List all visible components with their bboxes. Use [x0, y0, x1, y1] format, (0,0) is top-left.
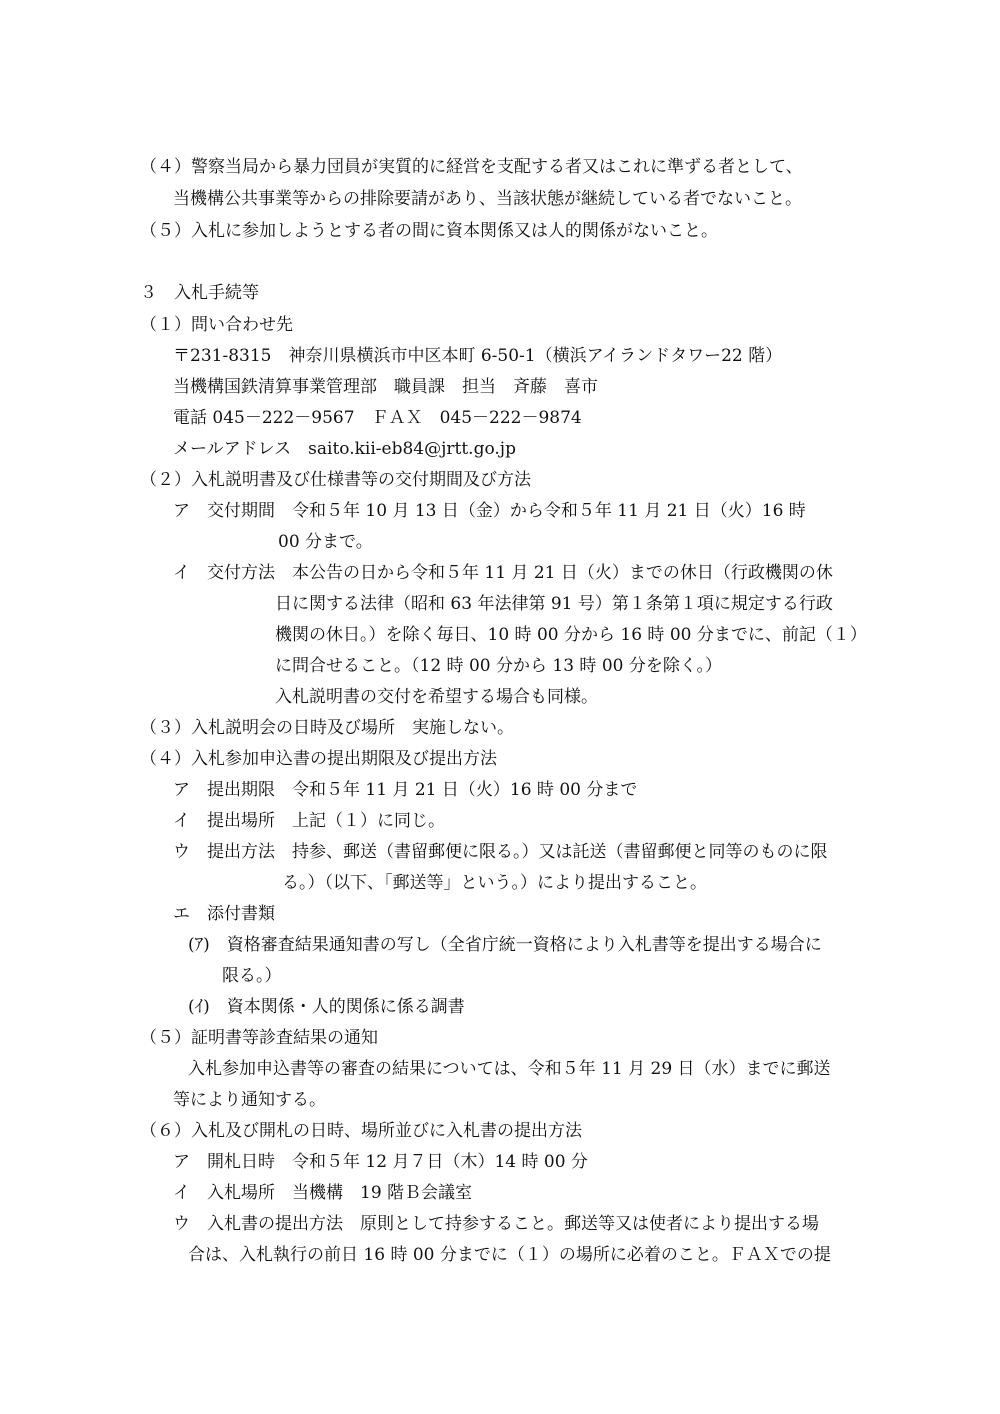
attachments-heading: エ 添付書類 — [173, 904, 275, 924]
submission-method: ウ 提出方法 持参、郵送（書留郵便に限る。）又は託送（書留郵便と同等のものに限 — [173, 842, 828, 862]
contact-email: メールアドレス saito.kii-eb84@jrtt.go.jp — [173, 439, 516, 459]
bid-submission-method: ウ 入札書の提出方法 原則として持参すること。郵送等又は使者により提出する場 — [173, 1214, 819, 1234]
delivery-method-continuation-1: 日に関する法律（昭和 63 年法律第 91 号）第１条第１項に規定する行政 — [275, 594, 833, 614]
subsection-3-title: （３）入札説明会の日時及び場所 実施しない。 — [140, 718, 514, 738]
subsection-4-title: （４）入札参加申込書の提出期限及び提出方法 — [140, 749, 497, 769]
submission-method-continuation: る。）（以下、「郵送等」という。）により提出すること。 — [282, 873, 707, 893]
section-3-heading: ３ 入札手続等 — [140, 283, 259, 303]
bid-opening-datetime: ア 開札日時 令和５年 12 月７日（木）14 時 00 分 — [173, 1152, 588, 1172]
item-4-continuation: 当機構公共事業等からの排除要請があり、当該状態が継続している者でないこと。 — [173, 189, 802, 209]
contact-department: 当機構国鉄清算事業管理部 職員課 担当 斉藤 喜市 — [173, 377, 598, 397]
delivery-method-continuation-4: 入札説明書の交付を希望する場合も同様。 — [275, 687, 598, 707]
submission-place: イ 提出場所 上記（１）に同じ。 — [173, 811, 445, 831]
contact-phone-fax: 電話 045－222－9567 ＦＡＸ 045－222－9874 — [173, 408, 582, 428]
bid-submission-method-continuation: 合は、入札執行の前日 16 時 00 分までに（１）の場所に必着のこと。ＦＡＸでの提 — [188, 1245, 831, 1265]
delivery-method-continuation-3: に問合せること。（12 時 00 分から 13 時 00 分を除く。） — [275, 656, 723, 676]
item-5-line: （５）入札に参加しようとする者の間に資本関係又は人的関係がないこと。 — [140, 221, 718, 241]
submission-deadline: ア 提出期限 令和５年 11 月 21 日（火）16 時 00 分まで — [173, 780, 638, 800]
attachment-1: (ｱ) 資格審査結果通知書の写し（全省庁統一資格により入札書等を提出する場合に — [188, 935, 822, 955]
contact-address: 〒231-8315 神奈川県横浜市中区本町 6-50-1（横浜アイランドタワー22 階） — [173, 346, 783, 366]
attachment-2: (ｲ) 資本関係・人的関係に係る調書 — [188, 997, 465, 1017]
delivery-period: ア 交付期間 令和５年 10 月 13 日（金）から令和５年 11 月 21 日（火）16 時 — [173, 501, 806, 521]
subsection-2-title: （２）入札説明書及び仕様書等の交付期間及び方法 — [140, 470, 531, 490]
review-result-notice: 入札参加申込書等の審査の結果については、令和５年 11 月 29 日（水）までに郵送 — [188, 1059, 831, 1079]
bid-location: イ 入札場所 当機構 19 階Ｂ会議室 — [173, 1183, 473, 1203]
item-4-line: （４）警察当局から暴力団員が実質的に経営を支配する者又はこれに準ずる者として、 — [140, 157, 803, 177]
attachment-1-continuation: 限る。） — [222, 966, 282, 986]
review-result-notice-continuation: 等により通知する。 — [173, 1090, 326, 1110]
subsection-5-title: （５）証明書等診査結果の通知 — [140, 1028, 378, 1048]
subsection-6-title: （６）入札及び開札の日時、場所並びに入札書の提出方法 — [140, 1121, 582, 1141]
delivery-period-continuation: 00 分まで。 — [278, 532, 373, 552]
delivery-method-continuation-2: 機関の休日。）を除く毎日、10 時 00 分から 16 時 00 分までに、前記（１） — [275, 625, 867, 645]
delivery-method: イ 交付方法 本公告の日から令和５年 11 月 21 日（火）までの休日（行政機関の休 — [173, 563, 833, 583]
subsection-1-title: （１）問い合わせ先 — [140, 315, 293, 335]
